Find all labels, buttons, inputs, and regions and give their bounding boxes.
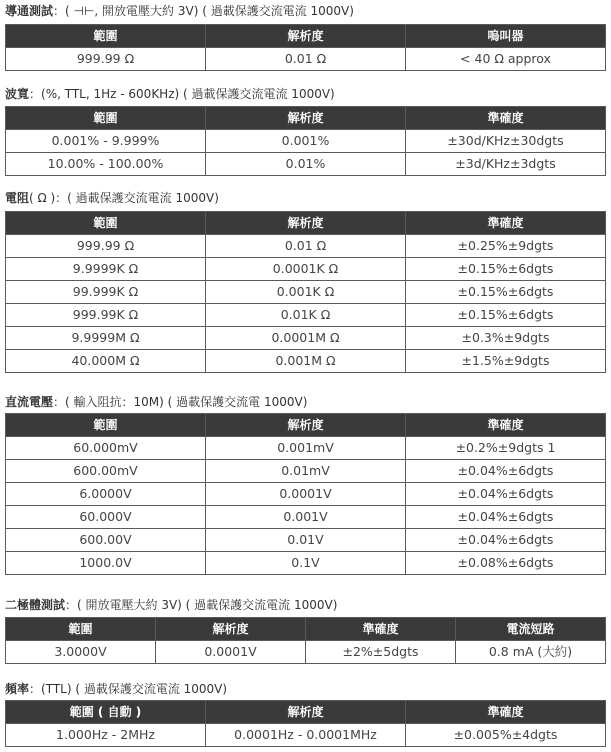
table-header-row xyxy=(6,107,606,130)
table-cell: 0.01 Ω xyxy=(206,235,406,258)
column-header: 準確度 xyxy=(406,414,606,437)
table-cell: 0.0001Hz - 0.0001MHz xyxy=(206,724,406,747)
section-label: 電阻 xyxy=(5,191,30,205)
table-cell: ±0.15%±6dgts xyxy=(406,258,606,281)
table-cell: 1000.0V xyxy=(6,552,206,575)
table-cell: ±0.25%±9dgts xyxy=(406,235,606,258)
table-cell: ±0.005%±4dgts xyxy=(406,724,606,747)
section-note: ：( ⊣⊢, 開放電壓大約 3V) ( 過載保護交流電流 1000V) xyxy=(53,4,354,18)
table-row xyxy=(6,460,606,483)
table-cell: 10.00% - 100.00% xyxy=(6,153,206,176)
table-row xyxy=(6,48,606,71)
table-cell: ±0.08%±6dgts xyxy=(406,552,606,575)
table-cell: 0.01 Ω xyxy=(206,48,406,71)
table-cell: ±2%±5dgts xyxy=(306,641,456,664)
table-cell: 999.99 Ω xyxy=(6,235,206,258)
section-label: 導通測試 xyxy=(5,4,54,18)
section-title-frequency xyxy=(5,681,227,697)
table-cell: ±0.15%±6dgts xyxy=(406,281,606,304)
table-row xyxy=(6,641,606,664)
table-cell: 99.999K Ω xyxy=(6,281,206,304)
table-cell: 60.000V xyxy=(6,506,206,529)
table-cell: < 40 Ω approx xyxy=(406,48,606,71)
section-note: ：( 開放電壓大約 3V) ( 過載保護交流電流 1000V) xyxy=(65,598,338,612)
table-body xyxy=(6,130,606,176)
table-cell: ±0.04%±6dgts xyxy=(406,506,606,529)
table-cell: 0.0001V xyxy=(156,641,306,664)
section-label: 波寬 xyxy=(5,87,30,101)
table-cell: ±0.2%±9dgts 1 xyxy=(406,437,606,460)
table-header-row xyxy=(6,414,606,437)
column-header: 範圍 ( 自動 ) xyxy=(6,701,206,724)
table-cell: 3.0000V xyxy=(6,641,156,664)
table-cell: 0.8 mA (大約) xyxy=(456,641,606,664)
table-cell: 0.001M Ω xyxy=(206,350,406,373)
column-header: 範圍 xyxy=(6,618,156,641)
table-row xyxy=(6,552,606,575)
table-continuity xyxy=(5,24,606,71)
column-header: 準確度 xyxy=(406,701,606,724)
table-row xyxy=(6,437,606,460)
table-cell: 9.9999K Ω xyxy=(6,258,206,281)
table-row xyxy=(6,350,606,373)
section-note: ( Ω )：( 過載保護交流電流 1000V) xyxy=(29,191,219,205)
table-cell: 0.001K Ω xyxy=(206,281,406,304)
column-header: 解析度 xyxy=(206,107,406,130)
table-frequency xyxy=(5,700,606,747)
table-cell: 60.000mV xyxy=(6,437,206,460)
table-cell: 0.001% - 9.999% xyxy=(6,130,206,153)
section-title-resistance xyxy=(5,190,219,206)
table-row xyxy=(6,304,606,327)
table-row xyxy=(6,258,606,281)
table-dcv xyxy=(5,413,606,575)
section-label: 二極體測試 xyxy=(5,598,66,612)
table-cell: 0.0001K Ω xyxy=(206,258,406,281)
table-cell: 1.000Hz - 2MHz xyxy=(6,724,206,747)
table-row xyxy=(6,327,606,350)
table-cell: ±0.04%±6dgts xyxy=(406,529,606,552)
table-cell: 0.01V xyxy=(206,529,406,552)
column-header: 嗚叫器 xyxy=(406,25,606,48)
table-row xyxy=(6,281,606,304)
section-title-dcv xyxy=(5,394,307,410)
table-diode xyxy=(5,617,606,664)
section-label: 頻率 xyxy=(5,682,30,696)
table-body xyxy=(6,437,606,575)
table-row xyxy=(6,506,606,529)
table-header-row xyxy=(6,618,606,641)
section-title-duty xyxy=(5,86,335,102)
table-cell: ±1.5%±9dgts xyxy=(406,350,606,373)
section-title-diode xyxy=(5,597,337,613)
table-row xyxy=(6,153,606,176)
column-header: 解析度 xyxy=(206,414,406,437)
column-header: 範圍 xyxy=(6,212,206,235)
column-header: 範圍 xyxy=(6,107,206,130)
column-header: 準確度 xyxy=(406,212,606,235)
column-header: 解析度 xyxy=(206,212,406,235)
table-cell: ±3d/KHz±3dgts xyxy=(406,153,606,176)
column-header: 電流短路 xyxy=(456,618,606,641)
table-row xyxy=(6,483,606,506)
column-header: 解析度 xyxy=(206,701,406,724)
table-row xyxy=(6,529,606,552)
table-cell: 999.99 Ω xyxy=(6,48,206,71)
section-note: ：(TTL) ( 過載保護交流電流 1000V) xyxy=(29,682,228,696)
table-cell: ±0.3%±9dgts xyxy=(406,327,606,350)
table-row xyxy=(6,235,606,258)
section-note: ：( 輸入阻抗：10M) ( 過載保護交流電 1000V) xyxy=(53,395,308,409)
table-resistance xyxy=(5,211,606,373)
section-note: ：(%, TTL, 1Hz - 600KHz) ( 過載保護交流電流 1000V) xyxy=(29,87,335,101)
table-cell: 999.99K Ω xyxy=(6,304,206,327)
table-cell: ±0.04%±6dgts xyxy=(406,483,606,506)
table-cell: 0.0001V xyxy=(206,483,406,506)
table-cell: 9.9999M Ω xyxy=(6,327,206,350)
table-header-row xyxy=(6,212,606,235)
column-header: 準確度 xyxy=(406,107,606,130)
table-header-row xyxy=(6,701,606,724)
table-cell: 0.0001M Ω xyxy=(206,327,406,350)
section-title-continuity xyxy=(5,3,354,19)
table-cell: 600.00V xyxy=(6,529,206,552)
table-body xyxy=(6,724,606,747)
table-cell: 0.01mV xyxy=(206,460,406,483)
table-cell: 0.001V xyxy=(206,506,406,529)
table-cell: 0.01% xyxy=(206,153,406,176)
table-cell: 6.0000V xyxy=(6,483,206,506)
column-header: 範圍 xyxy=(6,25,206,48)
table-row xyxy=(6,724,606,747)
column-header: 準確度 xyxy=(306,618,456,641)
table-cell: ±0.04%±6dgts xyxy=(406,460,606,483)
table-body xyxy=(6,48,606,71)
column-header: 範圍 xyxy=(6,414,206,437)
section-label: 直流電壓 xyxy=(5,395,54,409)
table-duty xyxy=(5,106,606,176)
table-cell: 0.001% xyxy=(206,130,406,153)
table-cell: ±0.15%±6dgts xyxy=(406,304,606,327)
table-body xyxy=(6,235,606,373)
table-body xyxy=(6,641,606,664)
table-cell: 0.001mV xyxy=(206,437,406,460)
table-cell: ±30d/KHz±30dgts xyxy=(406,130,606,153)
table-cell: 0.01K Ω xyxy=(206,304,406,327)
column-header: 解析度 xyxy=(206,25,406,48)
table-cell: 0.1V xyxy=(206,552,406,575)
table-cell: 40.000M Ω xyxy=(6,350,206,373)
table-cell: 600.00mV xyxy=(6,460,206,483)
table-row xyxy=(6,130,606,153)
table-header-row xyxy=(6,25,606,48)
column-header: 解析度 xyxy=(156,618,306,641)
